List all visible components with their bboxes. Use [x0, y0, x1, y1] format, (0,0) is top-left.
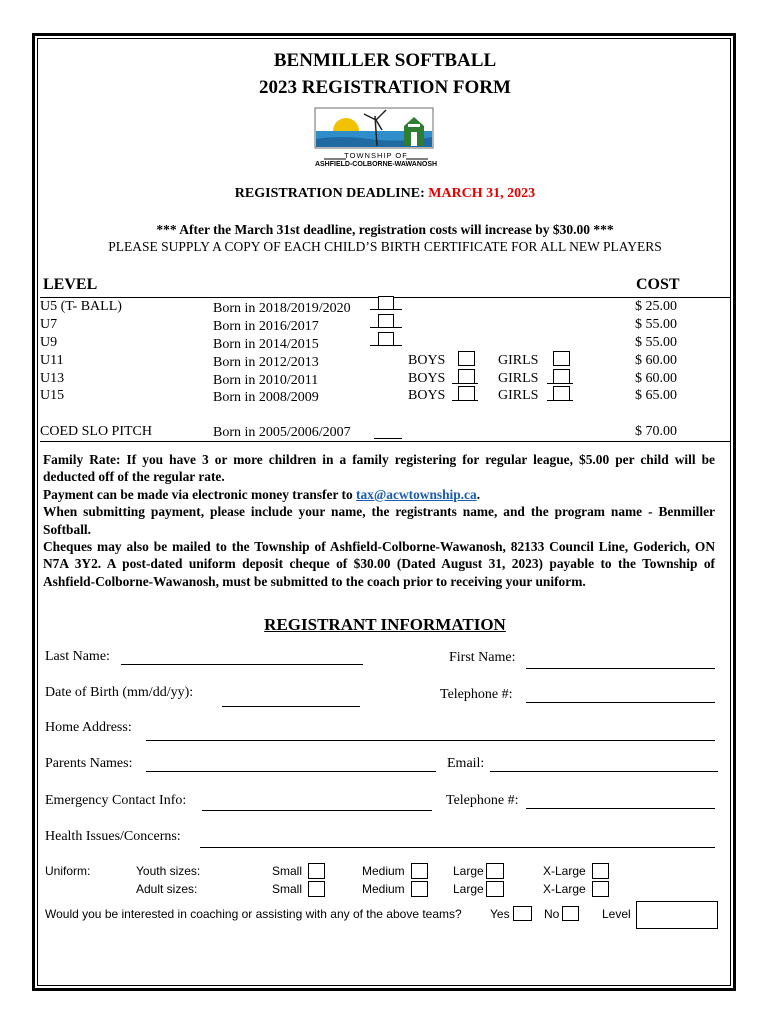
born-coed: Born in 2005/2006/2007: [213, 425, 351, 440]
home-address-label: Home Address:: [45, 720, 132, 735]
payment-prefix: Payment can be made via electronic money transfer to: [43, 486, 356, 502]
health-field[interactable]: [200, 847, 715, 848]
payment-suffix: .: [476, 486, 481, 502]
uniform-label: Uniform:: [45, 864, 91, 878]
level-header: LEVEL: [43, 276, 98, 293]
u7-checkbox[interactable]: [378, 314, 394, 328]
logo-text-top: TOWNSHIP OF: [344, 151, 408, 160]
cost-u9: $ 55.00: [635, 335, 677, 350]
level-u5: U5 (T- BALL): [40, 299, 122, 314]
youth-medium-label: Medium: [362, 864, 405, 878]
family-rate-text: Family Rate: If you have 3 or more children in a family registering for regular league, $5.00 per child will be deducted off of the regular rate.: [43, 452, 715, 485]
cost-coed: $ 70.00: [635, 424, 677, 439]
girls-label-u11: GIRLS: [498, 353, 539, 368]
cheques-text: Cheques may also be mailed to the Township of Ashfield-Colborne-Wawanosh, 82133 Council Line, Goderich, ON N7A 3Y2. A post-dated uniform deposit cheque of $30.00 (Dated August 31, 2023) payable to the Township of Ashfield-Colborne-Wawanosh, must be submitted to the coach prior to receiving your uniform.: [43, 539, 715, 589]
last-name-field[interactable]: [121, 664, 363, 665]
adult-xlarge-label: X-Large: [543, 882, 586, 896]
born-u15: Born in 2008/2009: [213, 390, 319, 405]
first-name-label: First Name:: [449, 650, 516, 665]
level-coed: COED SLO PITCH: [40, 424, 153, 439]
adult-medium-checkbox[interactable]: [411, 881, 428, 897]
cost-u13: $ 60.00: [635, 371, 677, 386]
form-title: BENMILLER SOFTBALL: [273, 50, 497, 71]
registrant-heading: [0, 615, 770, 635]
youth-xlarge-label: X-Large: [543, 864, 586, 878]
coaching-level-label: Level: [602, 907, 631, 921]
township-logo: [310, 104, 450, 174]
form-subtitle: 2023 REGISTRATION FORM: [259, 77, 511, 98]
born-u11: Born in 2012/2013: [213, 355, 319, 370]
coaching-level-field[interactable]: [636, 901, 718, 929]
dob-label: Date of Birth (mm/dd/yy):: [45, 685, 194, 700]
youth-small-checkbox[interactable]: [308, 863, 325, 879]
adult-small-checkbox[interactable]: [308, 881, 325, 897]
level-u7: U7: [40, 317, 58, 332]
telephone2-label: Telephone #:: [446, 793, 519, 808]
youth-large-label: Large: [453, 864, 484, 878]
payment-text: [43, 486, 715, 503]
deadline-label: REGISTRATION DEADLINE:: [234, 186, 425, 201]
u13-girls-checkbox[interactable]: [553, 369, 570, 384]
youth-small-label: Small: [272, 864, 303, 878]
youth-large-checkbox[interactable]: [486, 863, 504, 879]
coaching-question: Would you be interested in coaching or assisting with any of the above teams?: [45, 907, 462, 921]
coaching-no-checkbox[interactable]: [562, 906, 579, 921]
coed-blank[interactable]: [374, 438, 402, 439]
cost-header: COST: [636, 276, 680, 293]
adult-large-label: Large: [453, 882, 484, 896]
adult-large-checkbox[interactable]: [486, 881, 504, 897]
telephone-field[interactable]: [526, 702, 715, 703]
u15-girls-checkbox[interactable]: [553, 386, 570, 401]
email-label: Email:: [447, 756, 485, 771]
telephone-label: Telephone #:: [440, 687, 513, 702]
cost-u15: $ 65.00: [635, 388, 677, 403]
u15-boys-checkbox[interactable]: [458, 386, 475, 401]
telephone2-field[interactable]: [526, 808, 715, 809]
last-name-label: Last Name:: [45, 649, 110, 664]
registration-deadline: [0, 186, 770, 202]
level-u11: U11: [40, 353, 64, 368]
deadline-date: MARCH 31, 2023: [428, 186, 536, 201]
u5-checkbox[interactable]: [378, 296, 394, 310]
price-increase-notice: *** After the March 31st deadline, registration costs will increase by $30.00 ***: [156, 222, 614, 237]
coaching-no-label: No: [544, 907, 560, 921]
coaching-yes-checkbox[interactable]: [513, 906, 532, 921]
registrant-heading-text: REGISTRANT INFORMATION: [264, 615, 506, 634]
u9-checkbox[interactable]: [378, 332, 394, 346]
adult-small-label: Small: [272, 882, 303, 896]
dob-field[interactable]: [222, 706, 360, 707]
cost-u11: $ 60.00: [635, 353, 677, 368]
home-address-field[interactable]: [146, 740, 715, 741]
emergency-label: Emergency Contact Info:: [45, 793, 187, 808]
submitting-text: When submitting payment, please include your name, the registrants name, and the program name - Benmiller Softball.: [43, 504, 715, 537]
youth-sizes-label: Youth sizes:: [136, 864, 201, 878]
adult-sizes-label: Adult sizes:: [136, 882, 198, 896]
health-label: Health Issues/Concerns:: [45, 829, 181, 844]
email-field[interactable]: [490, 771, 718, 772]
boys-label-u13: BOYS: [408, 371, 446, 386]
logo-text-bottom: ASHFIELD-COLBORNE-WAWANOSH: [314, 161, 438, 168]
girls-label-u15: GIRLS: [498, 388, 539, 403]
cost-u5: $ 25.00: [635, 299, 677, 314]
u11-boys-checkbox[interactable]: [458, 351, 475, 366]
table-bottom-rule: [40, 441, 730, 442]
birth-certificate-notice: PLEASE SUPPLY A COPY OF EACH CHILD’S BIRTH CERTIFICATE FOR ALL NEW PLAYERS: [108, 239, 662, 254]
girls-label-u13: GIRLS: [498, 371, 539, 386]
born-u13: Born in 2010/2011: [213, 373, 319, 388]
level-u15: U15: [40, 388, 65, 403]
u13-boys-checkbox[interactable]: [458, 369, 475, 384]
parents-names-field[interactable]: [146, 771, 436, 772]
born-u7: Born in 2016/2017: [213, 319, 319, 334]
emergency-field[interactable]: [202, 810, 432, 811]
info-paragraphs: [43, 451, 715, 590]
cost-u7: $ 55.00: [635, 317, 677, 332]
youth-xlarge-checkbox[interactable]: [592, 863, 609, 879]
boys-label-u15: BOYS: [408, 388, 446, 403]
adult-medium-label: Medium: [362, 882, 405, 896]
born-u5: Born in 2018/2019/2020: [213, 301, 351, 316]
payment-email-link[interactable]: tax@acwtownship.ca: [356, 486, 477, 502]
level-u9: U9: [40, 335, 58, 350]
adult-xlarge-checkbox[interactable]: [592, 881, 609, 897]
level-u13: U13: [40, 371, 65, 386]
first-name-field[interactable]: [526, 668, 715, 669]
youth-medium-checkbox[interactable]: [411, 863, 428, 879]
boys-label-u11: BOYS: [408, 353, 446, 368]
born-u9: Born in 2014/2015: [213, 337, 319, 352]
parents-names-label: Parents Names:: [45, 756, 133, 771]
coaching-yes-label: Yes: [490, 907, 510, 921]
u11-girls-checkbox[interactable]: [553, 351, 570, 366]
